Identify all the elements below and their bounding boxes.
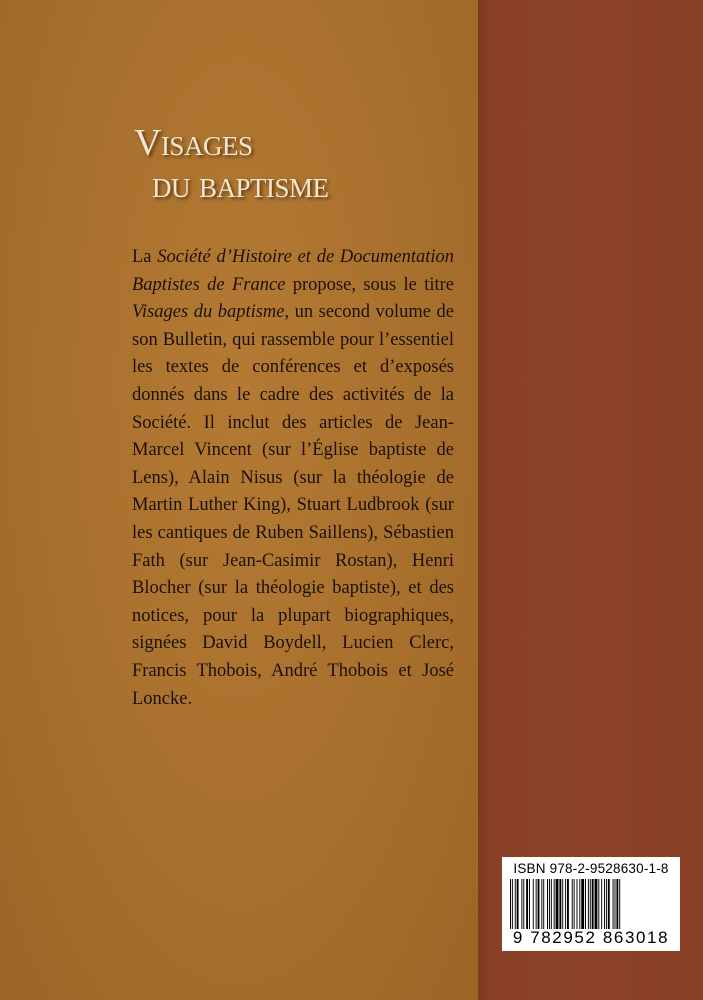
barcode-bar xyxy=(565,879,566,929)
barcode-bar xyxy=(547,879,548,929)
barcode-bar xyxy=(536,879,537,929)
barcode-bar xyxy=(595,879,598,929)
barcode-bar xyxy=(572,879,573,929)
book-title xyxy=(128,122,458,206)
volume-title: Visages du baptisme xyxy=(132,302,285,323)
barcode-bar xyxy=(533,879,534,929)
barcode-digits: 9 782952 863018 xyxy=(512,928,670,947)
barcode-bar xyxy=(604,879,605,929)
barcode-bar xyxy=(521,879,522,929)
title-line-2: du baptisme xyxy=(152,164,329,206)
barcode-bar xyxy=(616,879,618,929)
barcode-bar xyxy=(512,879,513,929)
barcode-bar xyxy=(559,879,561,929)
barcode-bar xyxy=(526,879,528,929)
barcode-bar xyxy=(554,879,555,929)
barcode-bar xyxy=(577,879,578,929)
side-panel xyxy=(478,0,703,1000)
barcode-bar xyxy=(590,879,591,929)
barcode-bar xyxy=(523,879,524,929)
barcode-bar xyxy=(551,879,552,929)
barcode-bar xyxy=(562,879,563,929)
blurb-text-start: La xyxy=(132,247,158,267)
barcode-bar xyxy=(588,879,589,929)
society-name: Société d’Histoire et de Documentation Baptistes de France xyxy=(132,247,454,295)
barcode-bar xyxy=(556,879,559,929)
barcode-bar xyxy=(606,879,607,929)
barcode-bar xyxy=(543,879,544,929)
blurb-text xyxy=(132,244,454,713)
barcode-bar xyxy=(585,879,586,929)
barcode-bar xyxy=(619,879,620,929)
barcode-bar xyxy=(538,879,540,929)
barcode-bar xyxy=(549,879,550,929)
barcode-bar xyxy=(592,879,594,929)
barcode-bar xyxy=(601,879,602,929)
barcode-bar xyxy=(515,879,516,929)
barcode-bar xyxy=(529,879,530,929)
barcode-bar xyxy=(613,879,614,929)
barcode-bar xyxy=(517,879,519,929)
barcode-bar xyxy=(615,879,616,929)
title-line-1: Visages xyxy=(134,122,253,164)
blurb-text-end: , un second volume de son Bulletin, qui rassemble pour l’essentiel les textes de conférences et d’exposés donnés dans le cadre des activités de la Société. Il inclut des articles de Jean-Marcel Vincent (sur l’Église baptiste de Lens), Alain Nisus (sur la théologie de Martin Luther King), Stuart Ludbrook (sur les cantiques de Ruben Saillens), Sébastien Fath (sur Jean-Casimir Rostan), Henri Blocher (sur la théologie baptiste), et des notices, pour la plupart biographiques, signées David Boydell, Lucien Clerc, Francis Thobois, André Thobois et José Loncke. xyxy=(132,302,454,709)
barcode-bars xyxy=(508,879,674,929)
barcode-bar xyxy=(608,879,610,929)
barcode-bar xyxy=(567,879,569,929)
barcode-bar xyxy=(541,879,542,929)
barcode-bar xyxy=(581,879,584,929)
barcode-bar xyxy=(574,879,575,929)
barcode-bar xyxy=(579,879,580,929)
barcode-bar xyxy=(510,879,511,929)
isbn-barcode xyxy=(502,857,680,951)
isbn-label: ISBN 978-2-9528630-1-8 xyxy=(513,861,669,876)
blurb-text-mid: propose, sous le titre xyxy=(285,274,454,295)
barcode-bar xyxy=(598,879,599,929)
